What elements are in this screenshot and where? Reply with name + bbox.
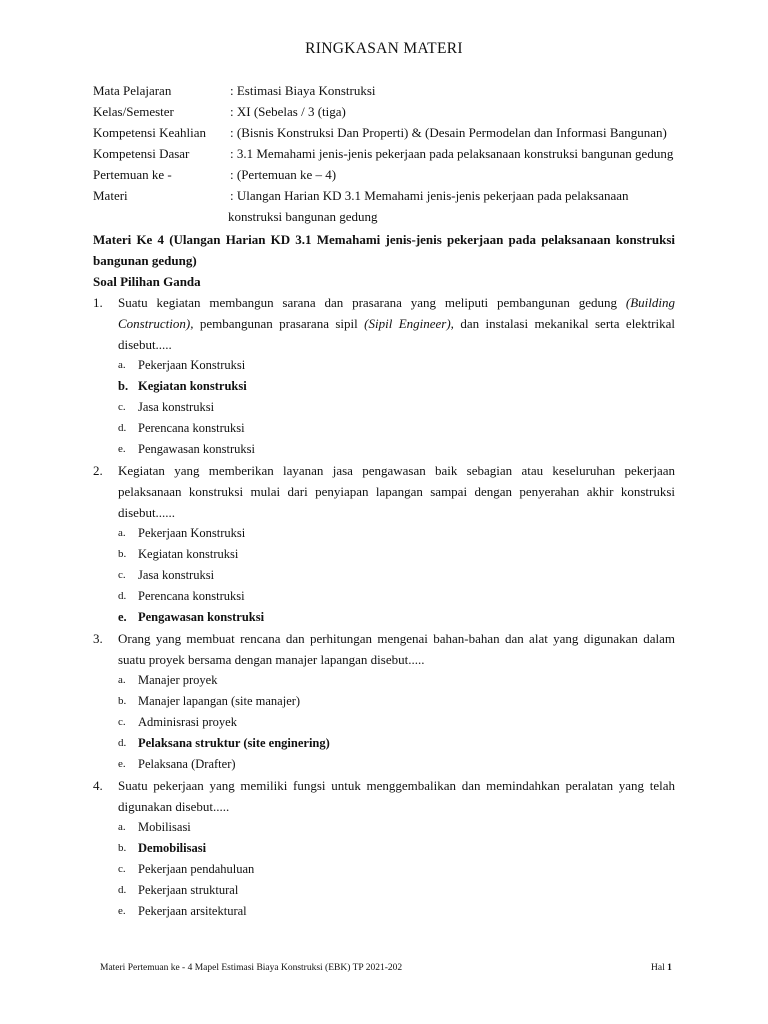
option-text: Manajer lapangan (site manajer) [138, 694, 301, 708]
question-text: disebut..... [118, 337, 172, 352]
question-text-italic: Construction), [118, 316, 194, 331]
option-letter-answer: e. [118, 610, 127, 624]
option-text: Mobilisasi [138, 820, 191, 834]
option-letter: b. [118, 548, 127, 560]
option-letter: e. [118, 905, 126, 917]
option-text: Jasa konstruksi [138, 400, 215, 414]
section-heading-cont: bangunan gedung) [93, 253, 197, 268]
question-text-part: Suatu kegiatan membangun sarana dan prasarana yang meliputi pembangunan gedung [118, 295, 618, 310]
option-text: Pelaksana (Drafter) [138, 757, 236, 771]
option-letter: a. [118, 359, 126, 371]
meta-value: : 3.1 Memahami jenis-jenis pekerjaan pada pelaksanaan konstruksi bangunan gedung [230, 146, 674, 161]
option-letter-answer: b. [118, 379, 129, 393]
option-letter: c. [118, 863, 126, 875]
option-text: Pekerjaan arsitektural [138, 904, 247, 918]
question-text: Orang yang membuat rencana dan perhitungan mengenai bahan-bahan dan alat yang digunakan dalam [118, 631, 675, 646]
option-letter: a. [118, 527, 126, 539]
section-heading: Materi Ke 4 (Ulangan Harian KD 3.1 Memahami jenis-jenis pekerjaan pada pelaksanaan konstruksi [93, 232, 675, 247]
question-text: Kegiatan yang memberikan layanan jasa pengawasan baik sebagian atau keseluruhan pekerjaan [118, 463, 675, 478]
question-text [118, 292, 675, 313]
option-text: Pekerjaan struktural [138, 883, 239, 897]
question-text: digunakan disebut..... [118, 799, 230, 814]
question-text: pelaksanaan konstruksi mulai dari penyiapan lapangan sampai dengan penyerahan akhir konstruksi [118, 484, 675, 499]
question-text-italic: (Building [625, 295, 675, 310]
option-letter: e. [118, 443, 126, 455]
option-text: Perencana konstruksi [138, 421, 245, 435]
meta-value-continuation: konstruksi bangunan gedung [228, 209, 378, 224]
option-text-answer: Kegiatan konstruksi [138, 379, 247, 393]
option-letter: c. [118, 716, 126, 728]
option-text: Adminisrasi proyek [138, 715, 237, 729]
option-text: Manajer proyek [138, 673, 218, 687]
question-text: disebut...... [118, 505, 176, 520]
question-text-part: dan instalasi mekanikal serta elektrikal [460, 316, 675, 331]
question-number: 1. [93, 295, 103, 310]
question-text [118, 313, 675, 334]
option-text: Pekerjaan Konstruksi [138, 358, 246, 372]
option-text: Perencana konstruksi [138, 589, 245, 603]
question-text-part: pembangunan prasarana sipil [199, 316, 358, 331]
option-letter: a. [118, 821, 126, 833]
option-letter: d. [118, 737, 127, 749]
question-number: 3. [93, 631, 103, 646]
option-text-answer: Pengawasan konstruksi [138, 610, 265, 624]
option-letter: d. [118, 590, 127, 602]
subheading: Soal Pilihan Ganda [93, 274, 201, 289]
question-number: 4. [93, 778, 103, 793]
meta-label: Kompetensi Dasar [93, 146, 190, 161]
meta-label: Kelas/Semester [93, 104, 174, 119]
option-letter: d. [118, 884, 127, 896]
option-text: Pengawasan konstruksi [138, 442, 255, 456]
page-footer: Materi Pertemuan ke - 4 Mapel Estimasi Biaya Konstruksi (EBK) TP 2021-202 [100, 963, 403, 973]
option-text-answer: Demobilisasi [138, 841, 207, 855]
question-number: 2. [93, 463, 103, 478]
page-number [651, 963, 672, 973]
meta-value: : (Pertemuan ke – 4) [230, 167, 337, 182]
meta-label: Mata Pelajaran [93, 83, 172, 98]
question-text-italic: (Sipil Engineer), [364, 316, 454, 331]
meta-value: : XI (Sebelas / 3 (tiga) [230, 104, 346, 119]
page-label: Hal [651, 963, 665, 973]
option-text: Jasa konstruksi [138, 568, 215, 582]
option-letter: e. [118, 758, 126, 770]
option-letter: c. [118, 569, 126, 581]
meta-label: Pertemuan ke - [93, 167, 172, 182]
option-letter: c. [118, 401, 126, 413]
meta-label: Materi [93, 188, 128, 203]
option-letter: b. [118, 695, 127, 707]
option-text: Pekerjaan Konstruksi [138, 526, 246, 540]
meta-label: Kompetensi Keahlian [93, 125, 206, 140]
option-letter: b. [118, 842, 127, 854]
option-letter: a. [118, 674, 126, 686]
question-text: Suatu pekerjaan yang memiliki fungsi untuk menggembalikan dan memindahkan peralatan yang telah [118, 778, 675, 793]
meta-value: : (Bisnis Konstruksi Dan Properti) & (Desain Permodelan dan Informasi Bangunan) [230, 125, 667, 140]
option-text: Kegiatan konstruksi [138, 547, 239, 561]
option-text-answer: Pelaksana struktur (site enginering) [138, 736, 330, 750]
option-text: Pekerjaan pendahuluan [138, 862, 255, 876]
question-text: suatu proyek bersama dengan manajer lapangan disebut..... [118, 652, 425, 667]
option-letter: d. [118, 422, 127, 434]
page-title: RINGKASAN MATERI [305, 40, 463, 57]
page-number-value: 1 [667, 963, 672, 973]
meta-value: : Estimasi Biaya Konstruksi [230, 83, 376, 98]
meta-value: : Ulangan Harian KD 3.1 Memahami jenis-jenis pekerjaan pada pelaksanaan [230, 188, 629, 203]
